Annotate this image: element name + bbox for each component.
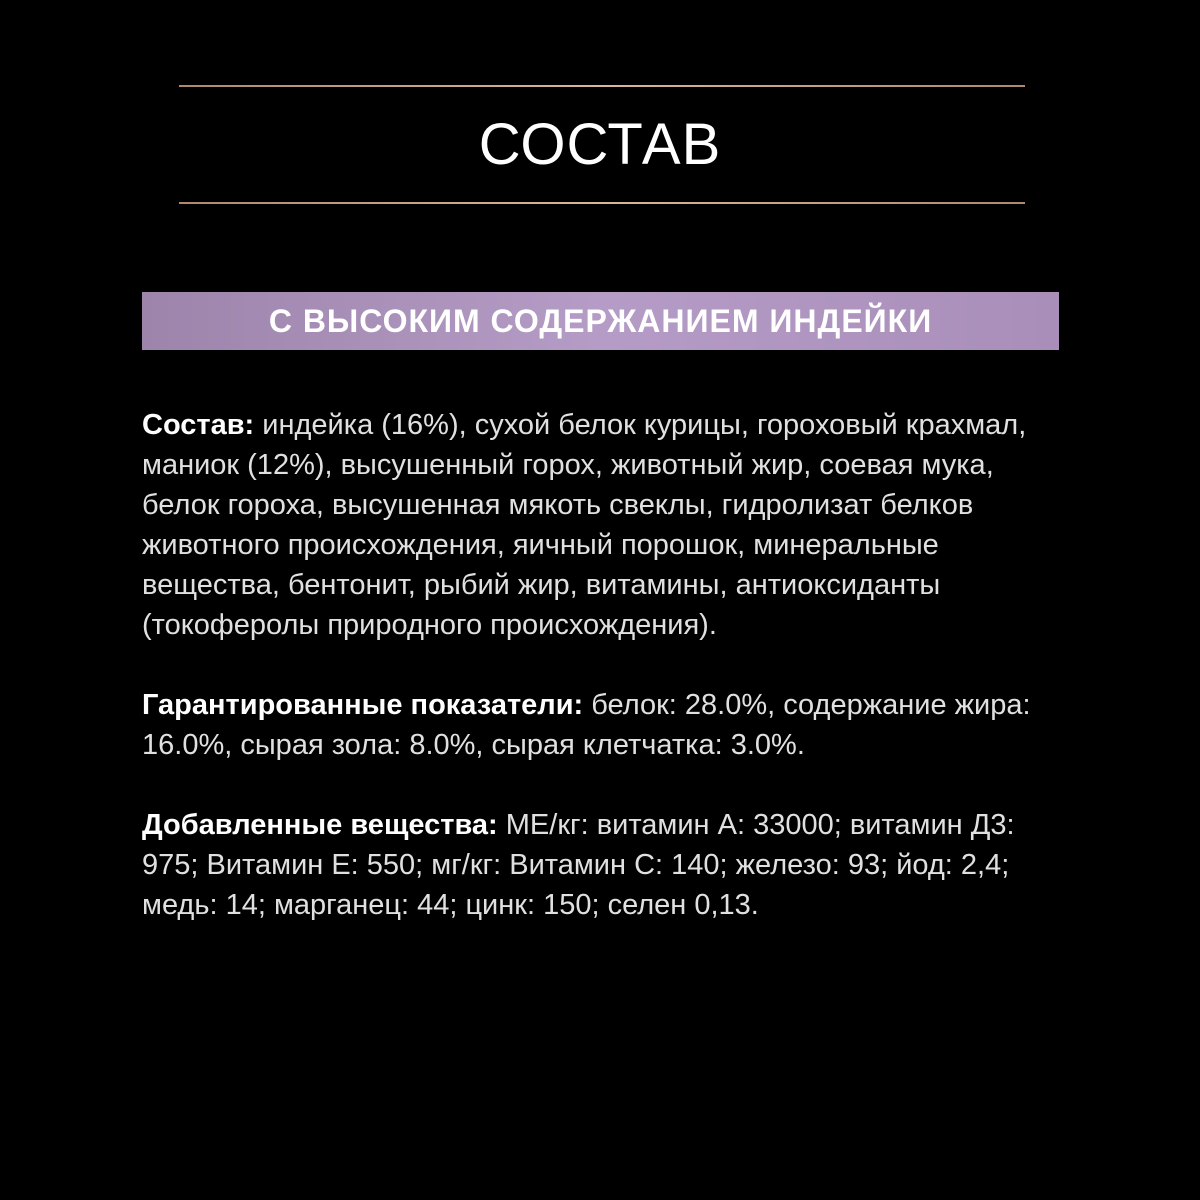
composition-text: индейка (16%), сухой белок курицы, гороховый крахмал, маниок (12%), высушенный горох, животный жир, соевая мука, белок гороха, высушенная мякоть свеклы, гидролизат белков животного происхождения, яичный порошок, минеральные вещества, бентонит, рыбий жир, витамины, антиоксиданты (токоферолы природного происхождения).: [142, 409, 1027, 641]
additives-paragraph: [142, 805, 1042, 925]
composition-content: [142, 405, 1042, 965]
page-title: СОСТАВ: [478, 112, 722, 177]
composition-paragraph: [142, 405, 1042, 645]
additives-label: Добавленные вещества:: [142, 809, 498, 841]
highlight-banner: [142, 292, 1059, 350]
top-divider: [179, 85, 1025, 87]
bottom-divider: [179, 202, 1025, 204]
guaranteed-analysis-text: белок: 28.0%, содержание жира: 16.0%, сырая зола: 8.0%, сырая клетчатка: 3.0%.: [142, 689, 1031, 761]
composition-label: Состав:: [142, 409, 255, 441]
guaranteed-analysis-label: Гарантированные показатели:: [142, 689, 584, 721]
additives-text: МЕ/кг: витамин А: 33000; витамин Д3: 975; Витамин Е: 550; мг/кг: Витамин С: 140; железо: 93; йод: 2,4; медь: 14; марганец: 44; цинк: 150; селен 0,13.: [142, 809, 1015, 921]
banner-text: С ВЫСОКИМ СОДЕРЖАНИЕМ ИНДЕЙКИ: [268, 302, 933, 339]
guaranteed-analysis-paragraph: [142, 685, 1042, 765]
